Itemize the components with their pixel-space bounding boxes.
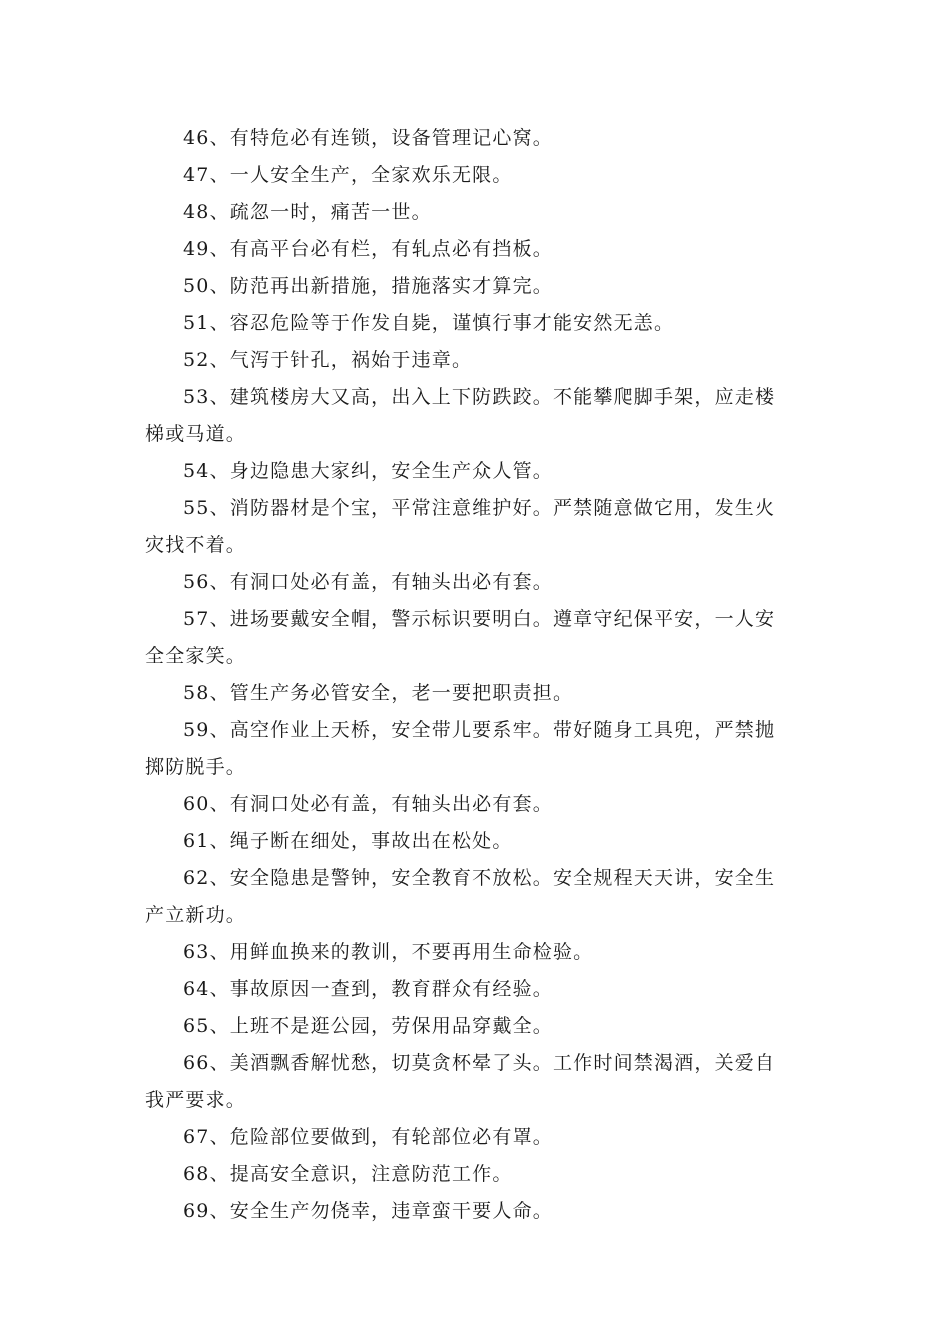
slogan-paragraph: 52、气泻于针孔，祸始于违章。 [183,349,473,371]
slogan-paragraph: 59、高空作业上天桥，安全带儿要系牢。带好随身工具兜，严禁抛掷防脱手。 [145,719,776,778]
slogan-paragraph: 60、有洞口处必有盖，有轴头出必有套。 [183,793,553,815]
slogan-paragraph: 57、进场要戴安全帽，警示标识要明白。遵章守纪保平安，一人安全全家笑。 [145,608,776,667]
slogan-paragraph: 66、美酒飘香解忧愁，切莫贪杯晕了头。工作时间禁渴酒，关爱自我严要求。 [145,1052,776,1111]
slogan-paragraph: 63、用鲜血换来的教训，不要再用生命检验。 [183,941,594,963]
slogan-paragraph: 56、有洞口处必有盖，有轴头出必有套。 [183,571,553,593]
slogan-paragraph: 65、上班不是逛公园，劳保用品穿戴全。 [183,1015,553,1037]
slogan-paragraph: 61、绳子断在细处，事故出在松处。 [183,830,513,852]
slogan-paragraph: 55、消防器材是个宝，平常注意维护好。严禁随意做它用，发生火灾找不着。 [145,497,776,556]
slogan-paragraph: 46、有特危必有连锁，设备管理记心窝。 [183,127,553,149]
slogan-paragraph: 49、有高平台必有栏，有轧点必有挡板。 [183,238,553,260]
slogan-paragraph: 62、安全隐患是警钟，安全教育不放松。安全规程天天讲，安全生产立新功。 [145,867,776,926]
slogan-paragraph: 67、危险部位要做到，有轮部位必有罩。 [183,1126,553,1148]
slogan-paragraph: 47、一人安全生产，全家欢乐无限。 [183,164,513,186]
document-body [145,120,795,1230]
slogan-paragraph: 54、身边隐患大家纠，安全生产众人管。 [183,460,553,482]
slogan-paragraph: 48、疏忽一时，痛苦一世。 [183,201,432,223]
slogan-paragraph: 50、防范再出新措施，措施落实才算完。 [183,275,553,297]
slogan-paragraph: 64、事故原因一查到，教育群众有经验。 [183,978,553,1000]
slogan-paragraph: 53、建筑楼房大又高，出入上下防跌跤。不能攀爬脚手架，应走楼梯或马道。 [145,386,776,445]
slogan-paragraph: 51、容忍危险等于作发自毙，谨慎行事才能安然无恙。 [183,312,675,334]
slogan-paragraph: 69、安全生产勿侥幸，违章蛮干要人命。 [183,1200,553,1222]
slogan-paragraph: 68、提高安全意识，注意防范工作。 [183,1163,513,1185]
slogan-paragraph: 58、管生产务必管安全，老一要把职责担。 [183,682,574,704]
